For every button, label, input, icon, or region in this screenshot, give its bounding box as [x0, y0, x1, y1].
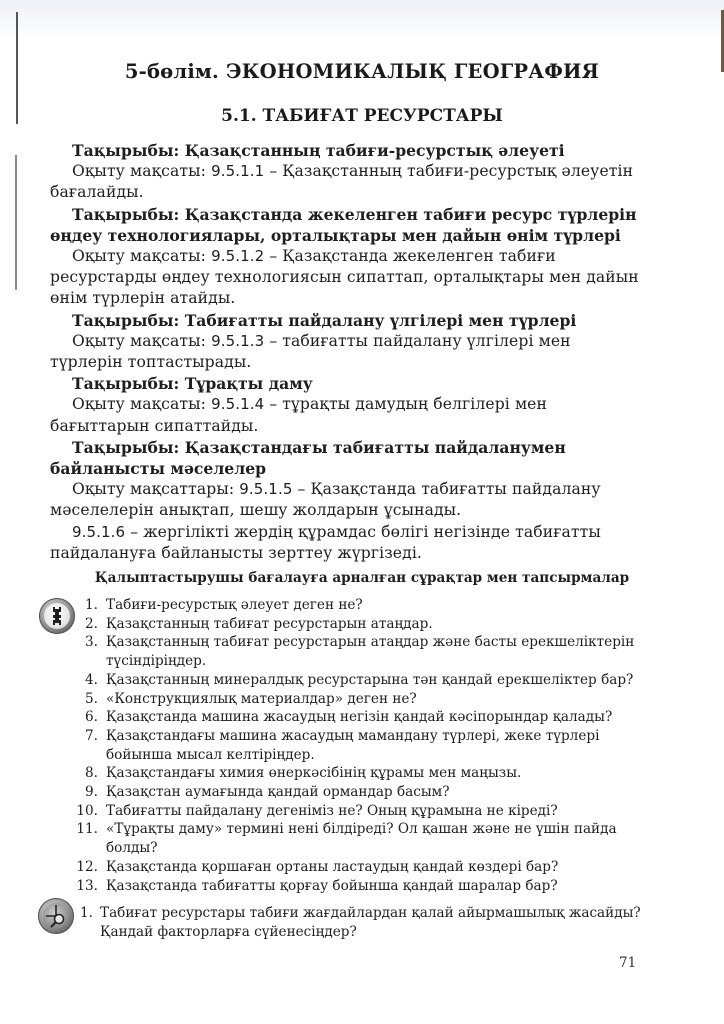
- learning-objectives: [50, 140, 640, 564]
- page-number: 71: [619, 955, 637, 971]
- question-item: 3. Қазақстанның табиғат ресурстарын атаңдар және басты ерекшеліктерін түсіндіріңдер.: [85, 634, 635, 670]
- question-item: 2. Қазақстанның табиғат ресурстарын атаңдар.: [85, 615, 433, 632]
- question-item: 12. Қазақстанда қоршаған ортаны ластаудың қандай көздері бар?: [76, 858, 559, 875]
- goal-code: 9.5.1.6: [72, 522, 126, 541]
- goal-text: – табиғатты пайдалану үлгілері мен түрлерін топтастырады.: [50, 331, 571, 372]
- learning-goal: [50, 394, 640, 436]
- goal-code: 9.5.1.3: [211, 331, 265, 350]
- topic-heading: Тақырыбы: Қазақстанның табиғи-ресурстық әлеуеті: [72, 141, 565, 160]
- learning-goal: [50, 331, 640, 373]
- section-title: 5-бөлім. ЭКОНОМИКАЛЫҚ ГЕОГРАФИЯ: [124, 60, 600, 83]
- topic-heading: Тақырыбы: Қазақстандағы табиғатты пайдаланумен байланысты мәселелер: [50, 437, 566, 479]
- learning-goal: [50, 246, 640, 310]
- goal-text: – Қазақстанда жекеленген табиғи ресурстарды өңдеу технологиясын сипаттап, орталықтары мен дайын өнім түрлерін атайды.: [50, 247, 639, 308]
- goal-code: 9.5.1.2: [211, 247, 265, 266]
- goal-code: 9.5.1.1: [211, 162, 265, 181]
- question-item: 6. Қазақстанда машина жасаудың негізін қандай кәсіпорындар қалады?: [85, 709, 613, 726]
- learning-goal: [50, 479, 640, 521]
- topic-heading: Тақырыбы: Тұрақты даму: [72, 374, 313, 394]
- goal-text: – Қазақстанда табиғатты пайдалану мәселелерін анықтап, шешу жолдарын ұсынады.: [50, 480, 601, 520]
- goal-label: Оқыту мақсаты:: [72, 247, 207, 266]
- goal-label: Оқыту мақсаты:: [72, 395, 207, 414]
- scan-shadow: [0, 0, 724, 38]
- questions-list: [76, 596, 646, 895]
- page-edge-left-lower: [15, 155, 17, 290]
- goal-label: Оқыту мақсаты:: [72, 162, 207, 181]
- learning-goal: [50, 161, 640, 203]
- goal-text: – Қазақстанның табиғи-ресурстық әлеуетін бағалайды.: [50, 162, 634, 202]
- goal-text: – тұрақты дамудың белгілері мен бағыттарын сипаттайды.: [50, 395, 548, 435]
- goal-code: 9.5.1.5: [239, 480, 293, 499]
- question-item: 9. Қазақстан аумағында қандай ормандар басым?: [85, 784, 450, 801]
- goal-code: 9.5.1.4: [211, 395, 265, 414]
- learning-goal-extra: [50, 522, 640, 564]
- topic-heading: Тақырыбы: Табиғатты пайдалану үлгілері мен түрлері: [72, 310, 577, 330]
- question-item: 4. Қазақстанның минералдық ресурстарына тән қандай ерекшеліктер бар?: [85, 671, 634, 688]
- questions-header: Қалыптастырушы бағалауға арналған сұрақтар мен тапсырмалар: [94, 570, 630, 586]
- question-item: 10. Табиғатты пайдалану дегеніміз не? Оның құрамына не кіреді?: [76, 802, 558, 819]
- question-item: 1. Табиғат ресурстары табиғи жағдайлардан қалай айырмашылық жасайды? Қандай факторларға сүйенесіңдер?: [80, 905, 641, 940]
- analysis-questions-list: [80, 904, 660, 941]
- goal-label: Оқыту мақсаты:: [72, 331, 207, 350]
- question-item: 8. Қазақстандағы химия өнеркәсібінің құрамы мен маңызы.: [85, 765, 522, 782]
- question-item: 13. Қазақстанда табиғатты қорғау бойынша қандай шаралар бар?: [76, 877, 558, 894]
- topic-heading: Тақырыбы: Қазақстанда жекеленген табиғи ресурс түрлерін өңдеу технологиялары, орталықтары мен дайын өнім түрлері: [50, 204, 637, 245]
- question-item: 7. Қазақстандағы машина жасаудың мамандану түрлері, жеке түрлері бойынша мысал келтіріңдер.: [85, 727, 600, 763]
- question-item: 11. «Тұрақты даму» термині нені білдіреді? Ол қашан және не үшін пайда болды?: [76, 821, 617, 857]
- question-item: 5. «Конструкциялық материалдар» деген не?: [85, 690, 417, 707]
- subsection-title: 5.1. ТАБИҒАТ РЕСУРСТАРЫ: [221, 106, 503, 126]
- analysis-magnifier-icon: [38, 898, 74, 934]
- puzzle-icon: [39, 598, 75, 634]
- question-item: 1. Табиғи-ресурстық әлеует деген не?: [85, 597, 363, 613]
- goal-text: – жергілікті жердің құрамдас бөлігі негізінде табиғатты пайдалануға байланысты зерттеу жүргізеді.: [50, 522, 601, 562]
- goal-label: Оқыту мақсаттары:: [72, 480, 235, 499]
